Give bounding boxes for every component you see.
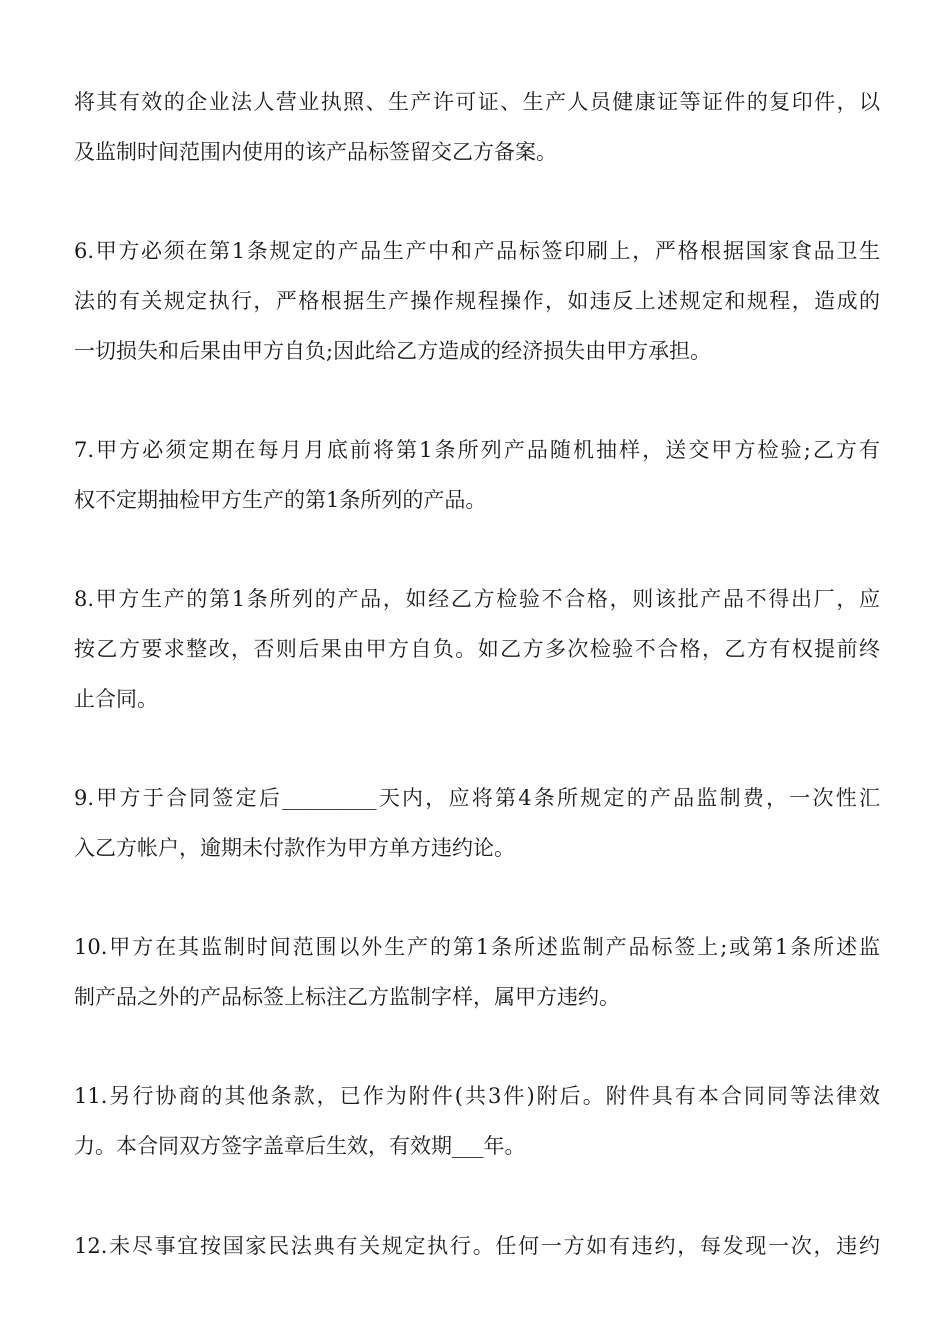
text-line: 权不定期抽检甲方生产的第1条所列的产品。 [74, 488, 487, 512]
text-line: 将其有效的企业法人营业执照、生产许可证、生产人员健康证等证件的复印件，以 [74, 90, 880, 114]
text-line: 力。本合同双方签字盖章后生效，有效期___年。 [74, 1134, 526, 1158]
text-line: 止合同。 [74, 687, 158, 711]
clause-10 [74, 922, 880, 1022]
text-line: 7.甲方必须定期在每月月底前将第1条所列产品随机抽样，送交甲方检验;乙方有 [74, 438, 880, 462]
text-line: 及监制时间范围内使用的该产品标签留交乙方备案。 [74, 140, 557, 164]
text-line: 法的有关规定执行，严格根据生产操作规程操作，如违反上述规定和规程，造成的 [74, 289, 880, 313]
text-line: 10.甲方在其监制时间范围以外生产的第1条所述监制产品标签上;或第1条所述监 [74, 935, 880, 959]
clause-7 [74, 425, 880, 525]
clause-9 [74, 773, 880, 873]
text-line: 一切损失和后果由甲方自负;因此给乙方造成的经济损失由甲方承担。 [74, 339, 712, 363]
clause-11 [74, 1071, 880, 1171]
text-line: 6.甲方必须在第1条规定的产品生产中和产品标签印刷上，严格根据国家食品卫生 [74, 239, 880, 263]
paragraph-continuation [74, 77, 880, 177]
text-line: 11.另行协商的其他条款，已作为附件(共3件)附后。附件具有本合同同等法律效 [74, 1084, 880, 1108]
text-line: 8.甲方生产的第1条所列的产品，如经乙方检验不合格，则该批产品不得出厂，应 [74, 587, 880, 611]
text-line: 按乙方要求整改，否则后果由甲方自负。如乙方多次检验不合格，乙方有权提前终 [74, 637, 880, 661]
text-line: 入乙方帐户，逾期未付款作为甲方单方违约论。 [74, 836, 515, 860]
clause-6 [74, 226, 880, 376]
clause-12 [74, 1221, 880, 1271]
clause-8 [74, 574, 880, 724]
text-line: 制产品之外的产品标签上标注乙方监制字样，属甲方违约。 [74, 985, 620, 1009]
text-line: 12.未尽事宜按国家民法典有关规定执行。任何一方如有违约，每发现一次，违约 [74, 1234, 880, 1258]
text-line: 9.甲方于合同签定后_________天内，应将第4条所规定的产品监制费，一次性汇 [74, 786, 880, 810]
